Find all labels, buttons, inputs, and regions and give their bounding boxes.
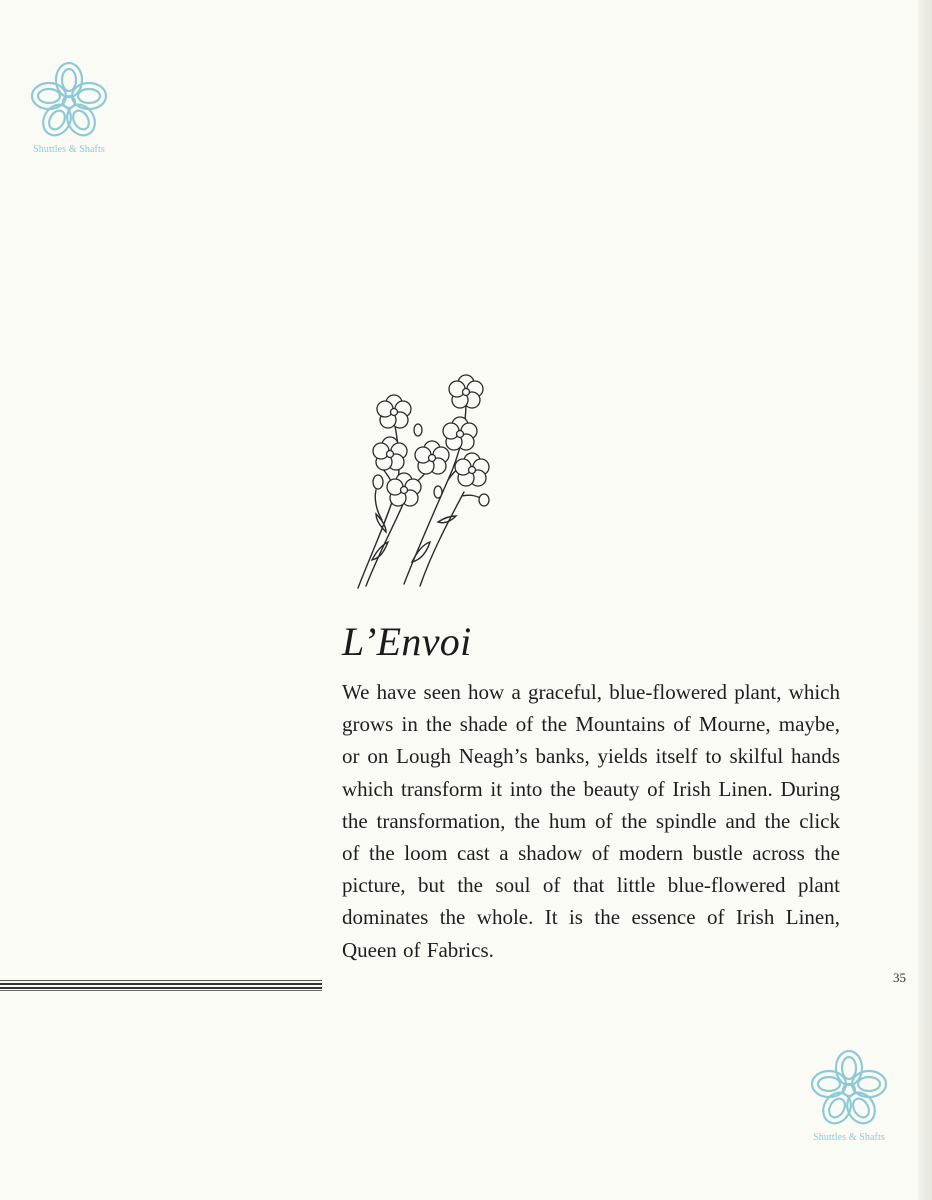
watermark-text: Shuttles & Shafts [33,144,105,155]
watermark-bottom [794,1046,904,1143]
watermark-text: Shuttles & Shafts [813,1132,885,1143]
watermark-top [14,58,124,155]
body-paragraph: We have seen how a graceful, blue-flowered plant, which grows in the shade of the Mountains of Mourne, maybe, or on Lough Neagh’s banks, yields itself to skilful hands which transform it into the beauty of Irish Linen. During the transformation, the hum of the spindle and the click of the loom cast a shadow of modern bustle across the picture, but the soul of that little blue-flowered plant dominates the whole. It is the essence of Irish Linen, Queen of Fabrics. [342,680,840,962]
page-edge [918,0,932,1200]
page-number: 35 [893,970,906,985]
knot-logo-icon [807,1046,891,1130]
section-title: L’Envoi [342,619,472,664]
flax-flowers-icon [352,372,502,594]
knot-logo-icon [27,58,111,142]
decorative-rule [0,980,322,992]
